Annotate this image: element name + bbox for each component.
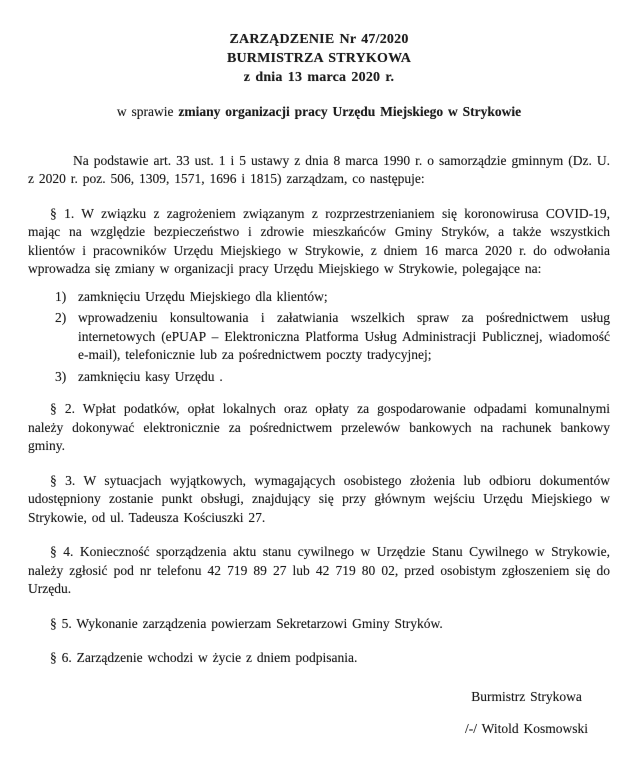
list-item-1: [55, 288, 610, 307]
document-title-number: ZARZĄDZENIE Nr 47/2020: [229, 32, 409, 47]
legal-basis-paragraph: Na podstawie art. 33 ust. 1 i 5 ustawy z dnia 8 marca 1990 r. o samorządzie gminnym (Dz. U. z 2020 r. poz. 506, 1309, 1571, 1696 i 1815) zarządzam, co następuje:: [28, 152, 610, 186]
list-item-1-marker: 1): [55, 288, 67, 304]
section-5-paragraph: § 5. Wykonanie zarządzenia powierzam Sekretarzowi Gminy Stryków.: [50, 615, 443, 631]
subject-emphasis: zmiany organizacji pracy Urzędu Miejskiego w Strykowie: [178, 104, 522, 119]
list-item-1-text: zamknięciu Urzędu Miejskiego dla klientów;: [78, 288, 328, 304]
section-2-paragraph: § 2. Wpłat podatków, opłat lokalnych oraz opłaty za gospodarowanie odpadami komunalnymi należy dokonywać elektronicznie za pośrednictwem przelewów bankowych na rachunek bankowy gminy.: [28, 401, 610, 453]
list-item-2-marker: 2): [55, 310, 67, 325]
document-subject: [28, 103, 610, 122]
document-title-date: z dnia 13 marca 2020 r.: [243, 70, 395, 85]
list-item-3-marker: 3): [55, 368, 67, 384]
section-1-paragraph: § 1. W związku z zagrożeniem związanym z rozprzestrzenianiem się koronowirusa COVID-19, mając na względzie bezpieczeństwo i zdrowie mieszkańców Gminy Stryków, a także wszystkich klientów i pracowników Urzędu Miejskiego w Strykowie, z dniem 16 marca 2020 r. do odwołania wprowadza się zmiany w organizacji pracy Urzędu Miejskiego w Strykowie, polegające na:: [28, 205, 610, 276]
section-1-list: [28, 288, 610, 387]
section-3-paragraph: § 3. W sytuacjach wyjątkowych, wymagających osobistego złożenia lub odbioru dokumentów udostępniony zostanie punkt obsługi, znajdujący się przy głównym wejściu Urzędu Miejskiego w Strykowie, od ul. Tadeusza Kościuszki 27.: [28, 472, 610, 525]
document-title-issuer: BURMISTRZA STRYKOWA: [226, 51, 412, 66]
signature-name: /-/ Witold Kosmowski: [465, 721, 588, 736]
list-item-2: [55, 309, 610, 365]
list-item-3: [55, 368, 610, 387]
subject-prefix: w sprawie: [116, 104, 174, 119]
list-item-3-text: zamknięciu kasy Urzędu .: [78, 368, 223, 384]
list-item-2-text: wprowadzeniu konsultowania i załatwiania wszelkich spraw za pośrednictwem usług internetowych (ePUAP – Elektroniczna Platforma Usług Administracji Publicznej, wiadomość e-mail), telefonicznie lub za pośrednictwem poczty tradycyjnej;: [78, 310, 610, 362]
document-header: [28, 30, 610, 87]
signature-block: [28, 688, 610, 739]
signature-role: Burmistrz Strykowa: [471, 688, 582, 704]
section-4-paragraph: § 4. Konieczność sporządzenia aktu stanu cywilnego w Urzędzie Stanu Cywilnego w Strykowie, należy zgłosić pod nr telefonu 42 719 89 27 lub 42 719 80 02, przed osobistym zgłoszeniem się do Urzędu.: [28, 544, 610, 596]
signature-inner: [465, 688, 588, 739]
section-6-paragraph: § 6. Zarządzenie wchodzi w życie z dniem podpisania.: [50, 650, 358, 665]
